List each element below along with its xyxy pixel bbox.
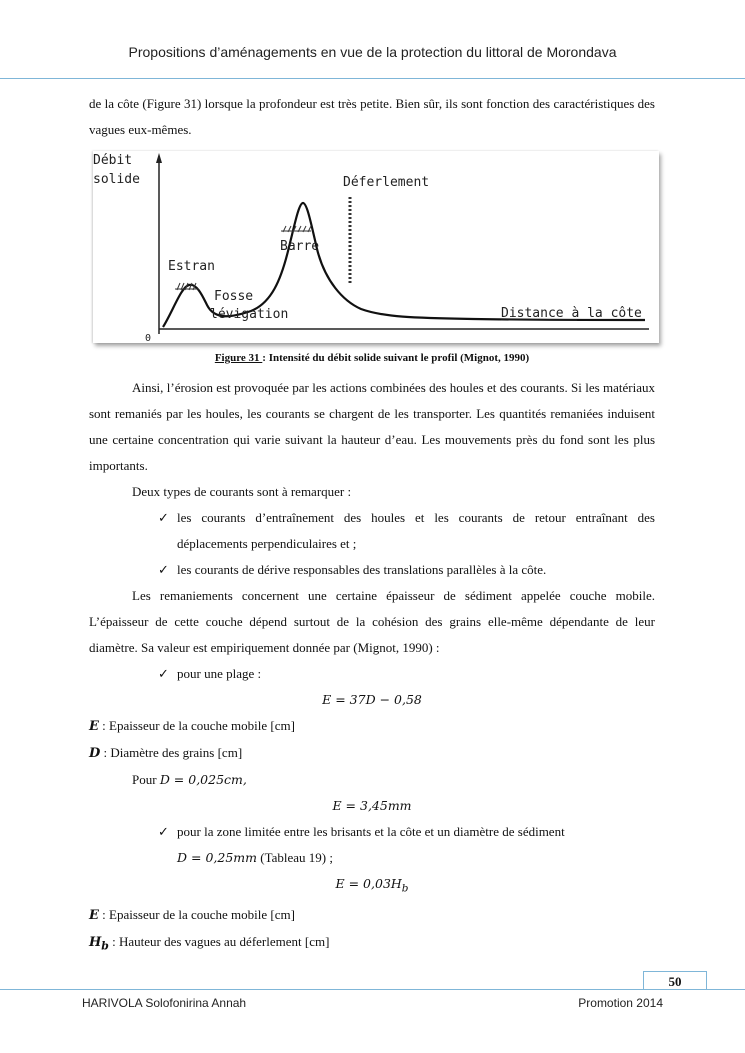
definition-h bbox=[89, 929, 655, 960]
label-levigation: lévigation bbox=[210, 307, 289, 322]
label-distance: Distance à la côte bbox=[501, 306, 642, 321]
bullet-math: D = 0,25mm bbox=[177, 850, 257, 865]
symbol-h: H bbox=[89, 934, 102, 950]
definition-d bbox=[89, 740, 655, 767]
bullet-text: pour une plage : bbox=[177, 666, 262, 681]
symbol-d: D bbox=[89, 746, 101, 761]
bullet-tail: (Tableau 19) ; bbox=[256, 850, 333, 865]
figure-caption bbox=[89, 352, 655, 364]
paragraph-courants: Deux types de courants sont à remarquer : bbox=[132, 484, 352, 499]
footer-promotion: Promotion 2014 bbox=[578, 996, 663, 1010]
page-number: 50 bbox=[643, 971, 707, 990]
y-label-solide: solide bbox=[93, 172, 140, 187]
footer-author: HARIVOLA Solofonirina Annah bbox=[82, 996, 247, 1010]
bullet-text: pour la zone limitée entre les brisants et la côte et un diamètre de sédiment bbox=[177, 824, 565, 839]
bullet-text: les courants de dérive responsables des translations parallèles à la côte. bbox=[177, 562, 547, 577]
definition-text: : Diamètre des grains [cm] bbox=[100, 745, 243, 760]
label-barre: Barre bbox=[280, 239, 320, 254]
symbol-e: E bbox=[89, 907, 99, 923]
header-title: Propositions d’aménagements en vue de la protection du littoral de Morondava bbox=[128, 44, 617, 60]
pour-line bbox=[89, 767, 655, 793]
pour-word: Pour bbox=[132, 772, 160, 787]
equation-1: E = 37D − 0,58 bbox=[322, 692, 422, 707]
y-axis-arrow bbox=[156, 153, 162, 163]
checkmark-icon: ✓ bbox=[158, 510, 169, 525]
footer-divider bbox=[0, 989, 745, 990]
list-item bbox=[89, 557, 655, 583]
symbol-e: E bbox=[89, 719, 99, 734]
definition-text: : Epaisseur de la couche mobile [cm] bbox=[98, 718, 295, 733]
barre-hatch bbox=[281, 226, 311, 232]
checkmark-icon: ✓ bbox=[158, 666, 169, 681]
list-item bbox=[89, 505, 655, 557]
main-body bbox=[89, 375, 655, 959]
equation-2: E = 3,45mm bbox=[332, 798, 412, 813]
intro-paragraph bbox=[89, 91, 655, 143]
y-label-debit: Débit bbox=[93, 153, 133, 168]
definition-text: : Epaisseur de la couche mobile [cm] bbox=[98, 906, 295, 922]
definition-text: : Hauteur des vagues au déferlement [cm] bbox=[108, 933, 330, 949]
intro-text: de la côte (Figure 31) lorsque la profondeur est très petite. Bien sûr, ils sont fonction des caractéristiques des vagues eux-mêmes. bbox=[89, 96, 655, 137]
paragraph-remaniements: Les remaniements concernent une certaine épaisseur de sédiment appelée couche mobile. L’épaisseur de cette couche dépend surtout de la cohésion des grains elle-même dépendante de leur diamètre. Sa valeur est empiriquement donnée par (Mignot, 1990) : bbox=[89, 588, 655, 655]
bullet-text: les courants d’entraînement des houles et les courants de retour entraînant des déplacements perpendiculaires et ; bbox=[177, 510, 655, 551]
label-estran: Estran bbox=[168, 259, 215, 274]
list-item bbox=[89, 661, 655, 687]
symbol-h-sub: b bbox=[101, 939, 109, 953]
definition-e bbox=[89, 713, 655, 740]
paragraph-erosion: Ainsi, l’érosion est provoquée par les actions combinées des houles et des courants. Si les matériaux sont remaniés par les houles, les courants se chargent de les transporter. Les quantités remaniées induisent une certaine concentration qui varie suivant la hauteur d’eau. Les mouvements près du fond sont les plus importants. bbox=[89, 380, 655, 473]
caption-label: Figure 31 bbox=[214, 352, 263, 364]
origin-label: 0 bbox=[145, 333, 152, 343]
list-item bbox=[89, 819, 655, 871]
equation-3 bbox=[89, 871, 655, 902]
figure-31-diagram bbox=[93, 151, 659, 343]
definition-e2 bbox=[89, 902, 655, 929]
label-fosse: Fosse bbox=[214, 289, 254, 304]
checkmark-icon: ✓ bbox=[158, 562, 169, 577]
equation-3-sub: b bbox=[401, 882, 409, 895]
checkmark-icon: ✓ bbox=[158, 824, 169, 839]
label-deferlement: Déferlement bbox=[343, 175, 430, 190]
figure-31 bbox=[93, 151, 659, 343]
pour-math: D = 0,025cm, bbox=[159, 772, 247, 787]
caption-text: : Intensité du débit solide suivant le profil (Mignot, 1990) bbox=[262, 352, 530, 364]
equation-3-main: E = 0,03H bbox=[335, 876, 402, 891]
header-divider bbox=[0, 78, 745, 79]
